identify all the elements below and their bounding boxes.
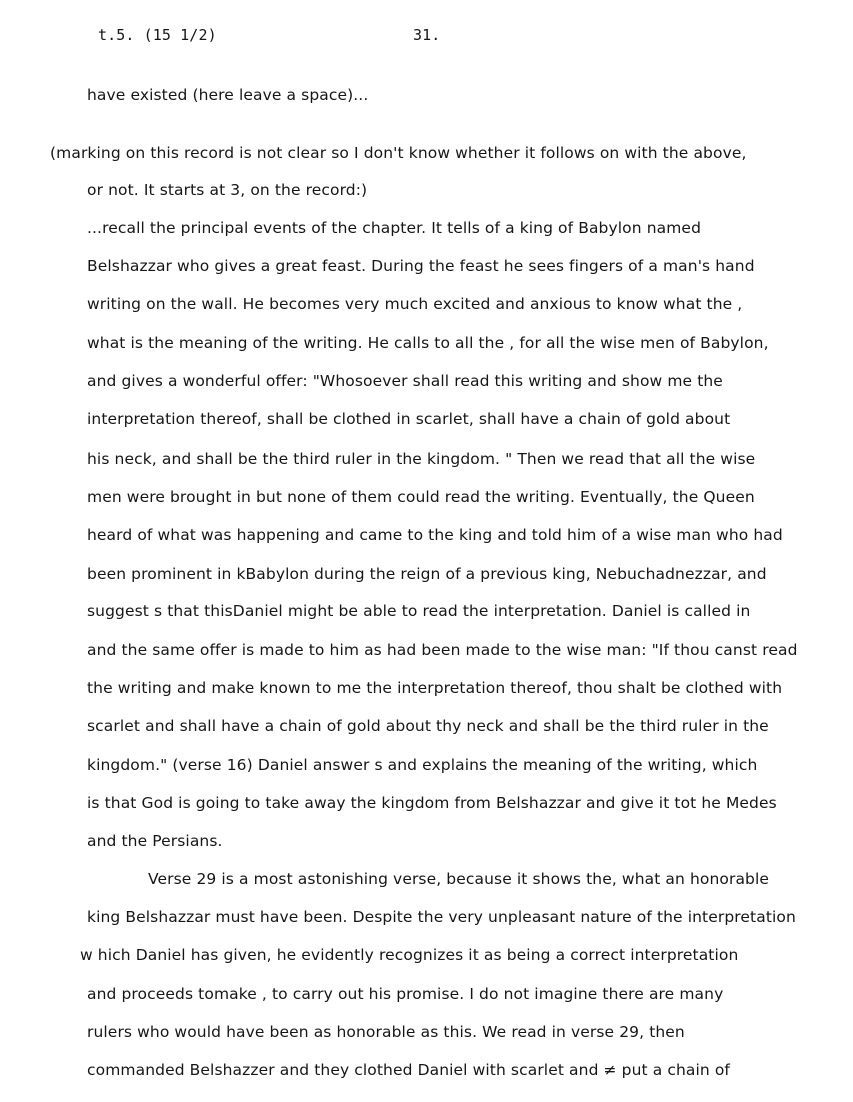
text-line: Verse 29 is a most astonishing verse, because it shows the, what an honorable: [148, 870, 770, 888]
text-line: commanded Belshazzer and they clothed Daniel with scarlet and ≠ put a chain of: [87, 1061, 730, 1079]
text-line: kingdom." (verse 16) Daniel answer s and explains the meaning of the writing, which: [87, 756, 758, 774]
text-line: ...recall the principal events of the chapter. It tells of a king of Babylon named: [87, 219, 702, 237]
text-line: (marking on this record is not clear so I don't know whether it follows on with the above,: [50, 144, 747, 162]
tape-reference: t.5. (15 1/2): [98, 26, 217, 44]
text-line: and gives a wonderful offer: "Whosoever shall read this writing and show me the: [87, 372, 723, 390]
text-line: and the same offer is made to him as had been made to the wise man: "If thou canst read: [87, 641, 798, 659]
text-line: and the Persians.: [87, 832, 223, 850]
text-line: suggest s that thisDaniel might be able to read the interpretation. Daniel is called in: [87, 602, 751, 620]
text-line: scarlet and shall have a chain of gold about thy neck and shall be the third ruler in the: [87, 717, 769, 735]
text-line: his neck, and shall be the third ruler in the kingdom. " Then we read that all the wise: [87, 450, 756, 468]
text-line: heard of what was happening and came to the king and told him of a wise man who had: [87, 526, 783, 544]
text-line: or not. It starts at 3, on the record:): [87, 181, 368, 199]
text-line: Belshazzar who gives a great feast. During the feast he sees fingers of a man's hand: [87, 257, 755, 275]
text-line: been prominent in kBabylon during the reign of a previous king, Nebuchadnezzar, and: [87, 565, 767, 583]
text-line: men were brought in but none of them could read the writing. Eventually, the Queen: [87, 488, 755, 506]
text-line: the writing and make known to me the interpretation thereof, thou shalt be clothed with: [87, 679, 783, 697]
text-line: rulers who would have been as honorable as this. We read in verse 29, then: [87, 1023, 685, 1041]
text-line: is that God is going to take away the kingdom from Belshazzar and give it tot he Medes: [87, 794, 777, 812]
text-line: and proceeds tomake , to carry out his promise. I do not imagine there are many: [87, 985, 724, 1003]
text-line: what is the meaning of the writing. He calls to all the , for all the wise men of Babylon,: [87, 334, 769, 352]
text-line: w hich Daniel has given, he evidently recognizes it as being a correct interpretation: [80, 946, 739, 964]
text-line: writing on the wall. He becomes very much excited and anxious to know what the ,: [87, 295, 743, 313]
text-line: king Belshazzar must have been. Despite the very unpleasant nature of the interpretation: [87, 908, 796, 926]
page-number: 31.: [413, 26, 441, 44]
text-line: have existed (here leave a space)...: [87, 86, 369, 104]
text-line: interpretation thereof, shall be clothed in scarlet, shall have a chain of gold about: [87, 410, 731, 428]
